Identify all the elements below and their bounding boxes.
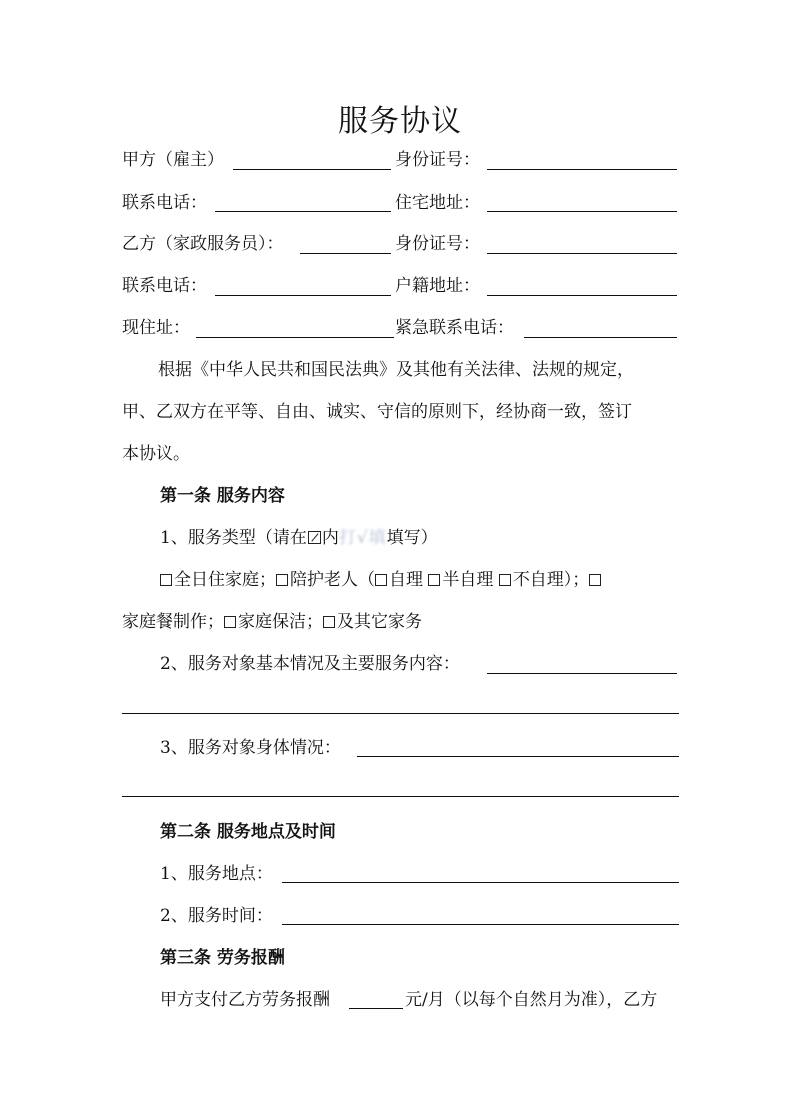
option-other-housework: 及其它家务 (337, 612, 422, 632)
id-number-label-b: 身份证号： (395, 234, 480, 254)
article-3-heading: 第三条 劳务报酬 (160, 948, 285, 968)
id-number-field-a[interactable] (487, 169, 677, 170)
home-address-field[interactable] (487, 211, 677, 212)
remuneration-amount-field[interactable] (349, 1008, 403, 1009)
health-condition-label: 3、服务对象身体情况： (160, 738, 341, 758)
phone-field-a[interactable] (215, 211, 391, 212)
checkbox-other-housework[interactable] (323, 616, 335, 628)
service-target-field[interactable] (487, 673, 677, 674)
option-full-time-home: 全日住家庭； (174, 570, 276, 590)
health-condition-field-continued[interactable] (122, 796, 679, 797)
option-home-meal: 家庭餐制作； (122, 612, 224, 632)
article-2-heading: 第二条 服务地点及时间 (160, 822, 336, 842)
service-time-label: 2、服务时间： (160, 906, 273, 926)
checkbox-semi-self-care[interactable] (428, 574, 440, 586)
current-address-field[interactable] (196, 337, 394, 338)
article-1-heading: 第一条 服务内容 (160, 486, 285, 506)
checkbox-home-meal[interactable] (589, 574, 601, 586)
party-a-field[interactable] (233, 169, 391, 170)
option-non-self-care: 不自理）； (512, 570, 590, 590)
household-address-field[interactable] (487, 295, 677, 296)
document-title: 服务协议 (338, 104, 462, 139)
service-type-suffix: 填写） (386, 528, 438, 548)
service-type-line (160, 523, 438, 553)
phone-label-a: 联系电话： (122, 193, 207, 213)
checked-box-icon (308, 531, 321, 544)
id-number-field-b[interactable] (487, 253, 677, 254)
home-address-label: 住宅地址： (395, 193, 480, 213)
phone-label-b: 联系电话： (122, 276, 207, 296)
service-type-mid: 内 (321, 528, 339, 548)
service-location-field[interactable] (282, 882, 679, 883)
checkbox-self-care[interactable] (375, 574, 387, 586)
current-address-label: 现住址： (122, 318, 190, 338)
household-address-label: 户籍地址： (395, 276, 480, 296)
checkbox-elderly-care[interactable] (276, 574, 288, 586)
checkbox-non-self-care[interactable] (499, 574, 511, 586)
blurred-text: 打√填 (338, 528, 387, 548)
service-options-line-1 (160, 565, 603, 595)
service-target-field-continued[interactable] (122, 713, 679, 714)
option-self-care: 自理 (389, 570, 429, 590)
service-time-field[interactable] (282, 924, 679, 925)
option-home-cleaning: 家庭保洁； (238, 612, 323, 632)
service-options-line-2 (122, 607, 422, 637)
service-location-label: 1、服务地点： (160, 864, 273, 884)
preamble-line-3: 本协议。 (122, 444, 190, 464)
service-type-prefix: 1、服务类型（请在 (160, 528, 307, 548)
party-b-label: 乙方（家政服务员）： (122, 234, 284, 254)
health-condition-field[interactable] (357, 756, 679, 757)
phone-field-b[interactable] (215, 295, 391, 296)
party-b-field[interactable] (300, 253, 391, 254)
remuneration-prefix: 甲方支付乙方劳务报酬 (160, 990, 330, 1010)
option-semi-self-care: 半自理 (442, 570, 499, 590)
emergency-phone-label: 紧急联系电话： (395, 318, 514, 338)
id-number-label-a: 身份证号： (395, 150, 480, 170)
checkbox-home-cleaning[interactable] (224, 616, 236, 628)
option-elderly-care: 陪护老人（ (290, 570, 375, 590)
service-target-label: 2、服务对象基本情况及主要服务内容： (160, 654, 460, 674)
preamble-line-2: 甲、乙双方在平等、自由、诚实、守信的原则下，经协商一致，签订 (122, 402, 632, 422)
remuneration-suffix: 元/月（以每个自然月为准），乙方 (405, 990, 658, 1010)
preamble-line-1: 根据《中华人民共和国民法典》及其他有关法律、法规的规定， (158, 360, 634, 380)
emergency-phone-field[interactable] (524, 337, 677, 338)
party-a-label: 甲方（雇主） (122, 150, 224, 170)
checkbox-full-time-home[interactable] (160, 574, 172, 586)
